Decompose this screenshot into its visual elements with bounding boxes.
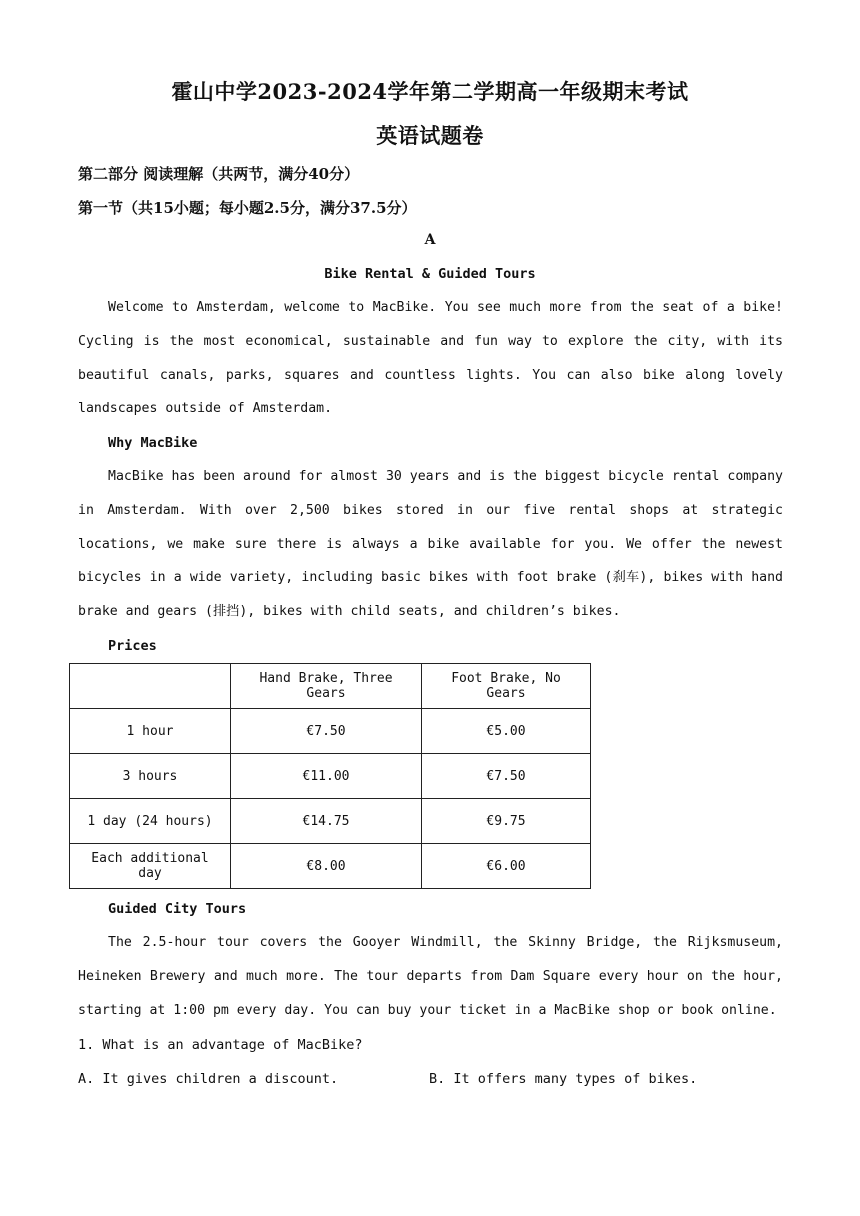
exam-title: 霍山中学2023-2024学年第二学期高一年级期末考试 [171,79,689,104]
intro-paragraph: Welcome to Amsterdam, welcome to MacBike. You see much more from the seat of a bike! Cycling is the most economical, sustainable and fun way to explore the city, with its beautiful canals, parks, squares and countless lights. You can also bike along lovely landscapes outside of Amsterdam. [78,300,783,417]
table-cell: €7.50 [422,754,591,799]
table-row [70,799,591,844]
passage-title: Bike Rental & Guided Tours [324,266,536,282]
table-cell: Each additional day [70,844,231,889]
why-heading: Why MacBike [108,435,198,451]
table-row [70,754,591,799]
table-cell: €9.75 [422,799,591,844]
table-header-cell: Foot Brake, No Gears [422,664,591,709]
table-cell: €8.00 [231,844,422,889]
tours-paragraph: The 2.5-hour tour covers the Gooyer Windmill, the Skinny Bridge, the Rijksmuseum, Heineken Brewery and much more. The tour departs from Dam Square every hour on the hour, starting at 1:00 pm every day. You can buy your ticket in a MacBike shop or book online. [78,935,783,1018]
table-header-row [70,664,591,709]
table-cell: €7.50 [231,709,422,754]
option-b: B. It offers many types of bikes. [429,1071,698,1087]
table-row [70,844,591,889]
passage-label: A [424,232,436,248]
table-cell: 1 hour [70,709,231,754]
table-header-cell [70,664,231,709]
table-cell: 1 day (24 hours) [70,799,231,844]
table-header-cell: Hand Brake, Three Gears [231,664,422,709]
table-cell: €11.00 [231,754,422,799]
why-paragraph: MacBike has been around for almost 30 years and is the biggest bicycle rental company in Amsterdam. With over 2,500 bikes stored in our five rental shops at strategic locations, we make sure there is always a bike available for you. We offer the newest bicycles in a wide variety, including basic bikes with foot brake (刹车), bikes with hand brake and gears (排挡), bikes with child seats, and children’s bikes. [78,469,783,620]
question-stem: 1. What is an advantage of MacBike? [78,1037,363,1053]
prices-heading: Prices [108,638,157,654]
part-heading: 第二部分 阅读理解（共两节，满分40分） [78,165,360,183]
exam-subtitle: 英语试题卷 [376,123,484,148]
prices-table [69,663,591,889]
option-a: A. It gives children a discount. [78,1071,339,1087]
table-cell: €14.75 [231,799,422,844]
table-cell: 3 hours [70,754,231,799]
table-cell: €6.00 [422,844,591,889]
tours-heading: Guided City Tours [108,901,247,917]
table-cell: €5.00 [422,709,591,754]
table-row [70,709,591,754]
subpart-heading: 第一节（共15小题；每小题2.5分，满分37.5分） [78,199,417,217]
